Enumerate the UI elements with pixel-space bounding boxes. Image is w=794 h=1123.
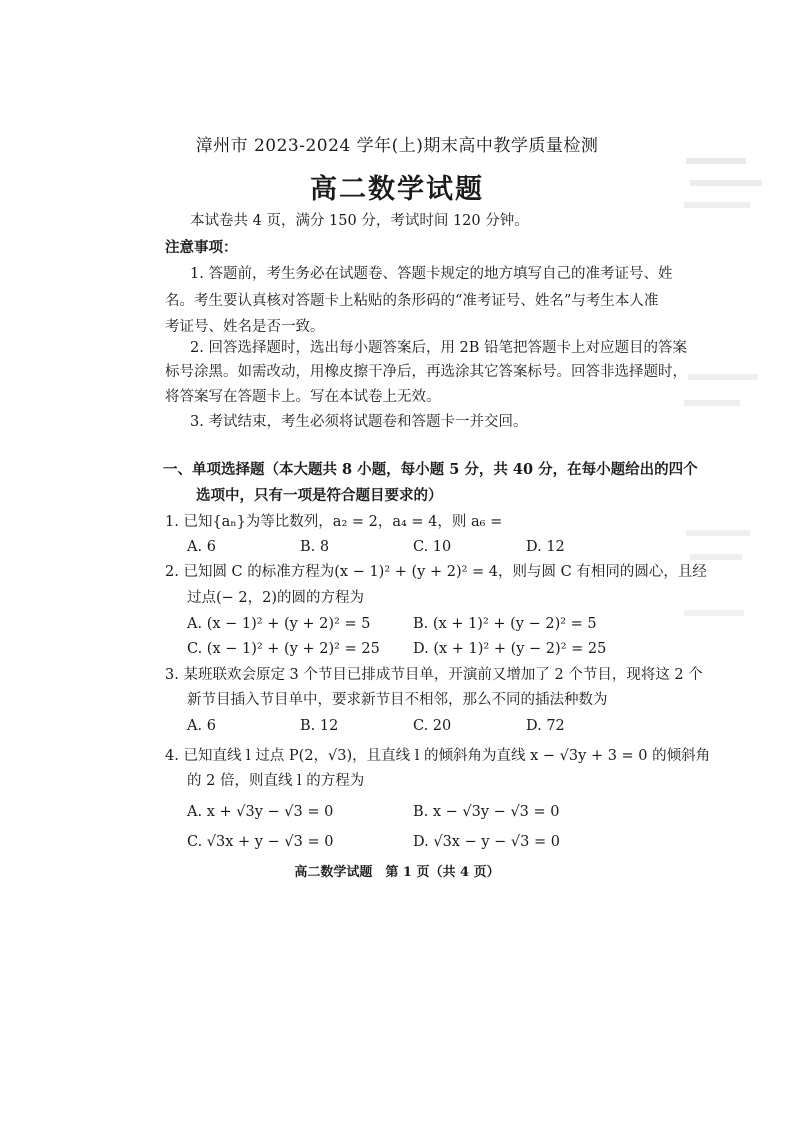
q4-option-a: A. x + √3y − √3 = 0 xyxy=(187,804,334,820)
question-4-stem: 4. 已知直线 l 过点 P(2，√3)，且直线 l 的倾斜角为直线 x − √3y + 3 = 0 的倾斜角 xyxy=(165,748,711,764)
q1-option-a: A. 6 xyxy=(187,539,216,555)
question-4-stem-cont: 的 2 倍，则直线 l 的方程为 xyxy=(187,773,365,789)
q3-option-b: B. 12 xyxy=(300,718,339,734)
question-3-stem: 3. 某班联欢会原定 3 个节目已排成节目单，开演前又增加了 2 个节目，现将这 2 个 xyxy=(165,667,703,683)
question-2-stem-cont: 过点(− 2，2)的圆的方程为 xyxy=(187,590,365,606)
note-line: 3. 考试结束，考生必须将试题卷和答题卡一并交回。 xyxy=(190,414,528,430)
q2-option-b: B. (x + 1)² + (y − 2)² = 5 xyxy=(413,616,597,632)
exam-header: 漳州市 2023-2024 学年(上)期末高中教学质量检测 xyxy=(195,136,599,156)
question-3-stem-cont: 新节目插入节目单中，要求新节目不相邻，那么不同的插法种数为 xyxy=(187,692,608,708)
note-line: 2. 回答选择题时，选出每小题答案后，用 2B 铅笔把答题卡上对应题目的答案 xyxy=(190,340,688,356)
notes-heading: 注意事项： xyxy=(165,239,238,256)
q4-option-b: B. x − √3y − √3 = 0 xyxy=(413,804,560,820)
q4-option-c: C. √3x + y − √3 = 0 xyxy=(187,834,334,850)
q3-option-d: D. 72 xyxy=(526,718,565,734)
section-heading-cont: 选项中，只有一项是符合题目要求的） xyxy=(196,487,443,504)
q1-option-b: B. 8 xyxy=(300,539,330,555)
section-heading: 一、单项选择题（本大题共 8 小题，每小题 5 分，共 40 分，在每小题给出的四个 xyxy=(163,461,698,478)
page-footer: 高二数学试题 第 1 页（共 4 页） xyxy=(294,865,500,880)
exam-title: 高二数学试题 xyxy=(310,174,484,205)
scan-bleed-through xyxy=(680,150,780,750)
q1-option-c: C. 10 xyxy=(413,539,452,555)
note-line: 1. 答题前，考生务必在试题卷、答题卡规定的地方填写自己的准考证号、姓 xyxy=(190,266,673,282)
q2-option-a: A. (x − 1)² + (y + 2)² = 5 xyxy=(187,616,371,632)
note-line: 考证号、姓名是否一致。 xyxy=(165,319,325,335)
q4-option-d: D. √3x − y − √3 = 0 xyxy=(413,834,560,850)
note-line: 标号涂黑。如需改动，用橡皮擦干净后，再选涂其它答案标号。回答非选择题时， xyxy=(165,364,687,380)
note-line: 将答案写在答题卡上。写在本试卷上无效。 xyxy=(165,389,441,405)
q3-option-a: A. 6 xyxy=(187,718,216,734)
q1-option-d: D. 12 xyxy=(526,539,565,555)
question-2-stem: 2. 已知圆 C 的标准方程为(x − 1)² + (y + 2)² = 4，则与圆 C 有相同的圆心，且经 xyxy=(165,564,707,580)
note-line: 名。考生要认真核对答题卡上粘贴的条形码的“准考证号、姓名”与考生本人准 xyxy=(165,293,659,309)
q2-option-d: D. (x + 1)² + (y − 2)² = 25 xyxy=(413,641,607,657)
q2-option-c: C. (x − 1)² + (y + 2)² = 25 xyxy=(187,641,380,657)
question-1-stem: 1. 已知{aₙ}为等比数列，a₂ = 2，a₄ = 4，则 a₆ = xyxy=(165,514,503,530)
exam-intro: 本试卷共 4 页，满分 150 分，考试时间 120 分钟。 xyxy=(190,213,529,229)
q3-option-c: C. 20 xyxy=(413,718,452,734)
